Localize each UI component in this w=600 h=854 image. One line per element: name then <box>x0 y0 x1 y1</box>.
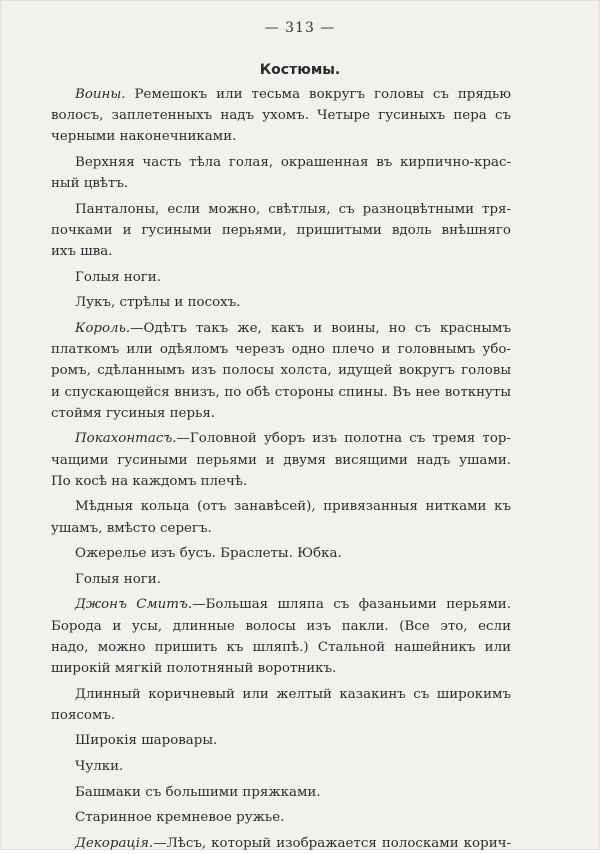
text-line <box>75 318 511 339</box>
text-line: чащими гусиными перьями и двумя висящими надъ ушами. <box>51 452 511 468</box>
text-line: Ожерелье изъ бусъ. Браслеты. Юбка. <box>75 546 342 562</box>
text-line: почками и гусиными перьями, пришитыми вдоль внѣшняго <box>51 223 511 238</box>
paragraph-upper-body <box>51 152 511 194</box>
paragraph-bare-legs <box>75 267 511 288</box>
text-line: стоймя гусиныя перья. <box>51 405 216 421</box>
text-line: поясомъ. <box>51 707 116 723</box>
text-line: Верхняя часть тѣла голая, окрашенная въ кирпично-крас- <box>75 155 511 170</box>
text-line: ихъ шва. <box>51 244 113 260</box>
text-line: ушамъ, вмѣсто серегъ. <box>51 520 212 536</box>
line-text: Ремешокъ или тесьма вокругъ головы съ прядью <box>134 87 511 102</box>
text-line: По косѣ на каждомъ плечѣ. <box>51 473 248 489</box>
text-line: Широкія шаровары. <box>75 733 218 749</box>
text-line <box>75 833 511 854</box>
text-line: Длинный коричневый или желтый казакинъ съ широкимъ <box>75 686 511 702</box>
paragraph-lead: Декорація. <box>75 835 154 851</box>
paragraph-stockings <box>75 756 511 777</box>
text-line: ромъ, сдѣланнымъ изъ полосы холста, идущей вокругъ головы <box>51 363 511 379</box>
text-line <box>75 428 511 449</box>
paragraph-king <box>51 318 511 424</box>
paragraph-john-smith <box>51 594 511 679</box>
text-line: Старинное кремневое ружье. <box>75 810 285 826</box>
line-text: —Одѣтъ такъ же, какъ и воины, но съ краснымъ <box>130 320 511 336</box>
paragraph-coat <box>51 684 511 726</box>
line-text: —Головной уборъ изъ полотна съ тремя тор- <box>176 431 511 447</box>
text-line: Голыя ноги. <box>75 269 161 285</box>
paragraph-pocahontas <box>51 428 511 492</box>
text-line: волосъ, заплетенныхъ надъ ухомъ. Четыре гусиныхъ пера съ <box>51 108 511 124</box>
text-line: Мѣдныя кольца (отъ занавѣсей), привязанныя нитками къ <box>75 499 511 515</box>
paragraph-lead: Воины. <box>75 87 126 102</box>
section-heading: Костюмы. <box>259 62 341 78</box>
text-line: Борода и усы, длинные волосы изъ пакли. (Все это, если <box>51 618 511 634</box>
line-text: —Большая шляпа съ фазаньими перьями. <box>192 597 511 613</box>
paragraph-shoes <box>75 782 511 803</box>
paragraph-warriors <box>51 84 511 148</box>
text-line: черными наконечниками. <box>51 129 237 145</box>
text-line: и спускающейся внизъ, по обѣ стороны спины. Въ нее воткнуты <box>51 384 511 400</box>
paragraph-bow <box>75 292 511 313</box>
text-line <box>75 594 511 615</box>
paragraph-lead: Король. <box>75 320 131 336</box>
paragraph-trousers-2 <box>75 730 511 751</box>
paragraph-bare-legs-2 <box>75 569 511 590</box>
text-line: широкій мягкій полотняный воротникъ. <box>51 660 337 676</box>
paragraph-trousers <box>51 199 511 263</box>
text-line: надо, можно пришить къ шляпѣ.) Стальной нашейникъ или <box>51 639 511 655</box>
paragraph-scenery <box>75 833 511 854</box>
paragraph-lead: Джонъ Смитъ. <box>75 597 193 613</box>
text-line: Чулки. <box>75 758 124 774</box>
text-line <box>75 84 511 105</box>
page-text <box>51 84 511 854</box>
paragraph-copper-rings <box>51 496 511 538</box>
text-line: Башмаки съ большими пряжками. <box>75 784 321 800</box>
paragraph-necklace <box>75 543 511 564</box>
text-line: Голыя ноги. <box>75 571 161 587</box>
text-line: Панталоны, если можно, свѣтлыя, съ разноцвѣтными тря- <box>75 201 511 217</box>
line-text: —Лѣсъ, который изображается полосками корич- <box>153 835 511 851</box>
paragraph-lead: Покахонтасъ. <box>75 431 177 447</box>
text-line: ный цвѣтъ. <box>51 176 129 192</box>
text-line: Лукъ, стрѣлы и посохъ. <box>75 295 241 311</box>
text-line: платкомъ или одѣяломъ черезъ одно плечо и головнымъ убо- <box>51 342 511 358</box>
page-number: — 313 — <box>264 20 336 36</box>
paragraph-musket <box>75 807 511 828</box>
